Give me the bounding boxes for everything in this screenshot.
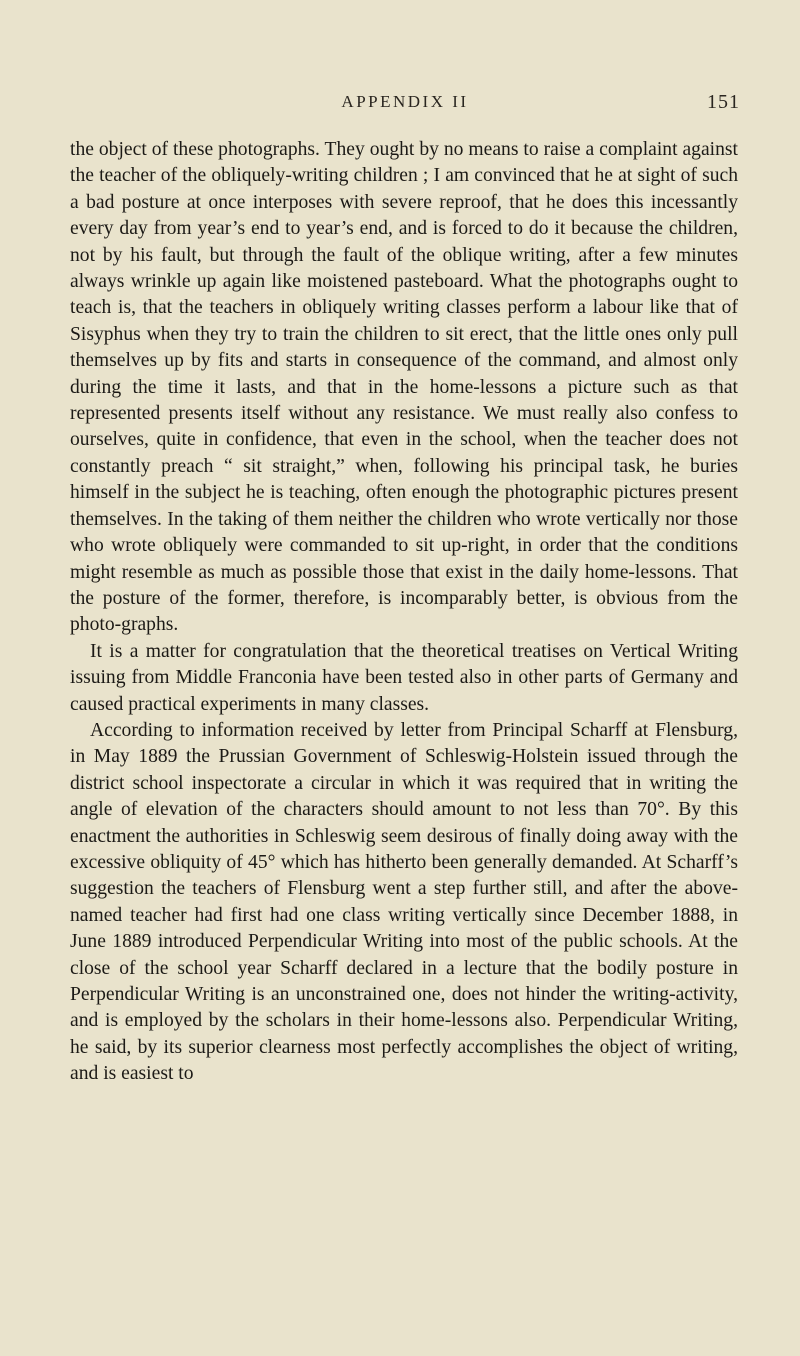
paragraph-flensburg: According to information received by letter from Principal Scharff at Flensburg, in May 1889 the Prussian Government of Schleswig-Holstein issued through the district school inspectorate a circular in which it was required that in writing the angle of elevation of the characters should amount to not less than 70°. By this enactment the authorities in Schleswig seem desirous of finally doing away with the excessive obliquity of 45° which has hitherto been generally demanded. At Scharff’s suggestion the teachers of Flensburg went a step further still, and after the above-named teacher had first had one class writing vertically since December 1888, in June 1889 introduced Perpendicular Writing into most of the public schools. At the close of the school year Scharff declared in a lecture that the bodily posture in Perpendicular Writing is an unconstrained one, does not hinder the writing-activity, and is employed by the scholars in their home-lessons also. Perpendicular Writing, he said, by its superior clearness most perfectly accomplishes the object of writing, and is easiest to [70, 719, 738, 1085]
running-title: APPENDIX II [341, 92, 469, 111]
paragraph-congratulation: It is a matter for congratulation that the theoretical treatises on Vertical Writing issuing from Middle Franconia have been tested also in other parts of Germany and caused practical experiments in many classes. [70, 640, 738, 715]
page-number: 151 [707, 91, 740, 113]
paragraph-continued: the object of these photographs. They ought by no means to raise a complaint against the teacher of the obliquely-writing children ; I am convinced that he at sight of such a bad posture at once interposes with severe reproof, that he does this incessantly every day from year’s end to year’s end, and is forced to do it because the children, not by his fault, but through the fault of the oblique writing, after a few minutes always wrinkle up again like moistened pasteboard. What the photographs ought to teach is, that the teachers in obliquely writing classes perform a labour like that of Sisyphus when they try to train the children to sit erect, that the little ones only pull themselves up by fits and starts in consequence of the command, and almost only during the time it lasts, and that in the home-lessons a picture such as that represented presents itself without any resistance. We must really also confess to ourselves, quite in confidence, that even in the school, when the teacher does not constantly preach “ sit straight,” when, following his principal task, he buries himself in the subject he is teaching, often enough the photographic pictures present themselves. In the taking of them neither the children who wrote vertically nor those who wrote obliquely were commanded to sit up-right, in order that the conditions might resemble as much as possible those that exist in the daily home-lessons. That the posture of the former, therefore, is incomparably better, is obvious from the photo-graphs. [70, 139, 738, 636]
body-text [70, 137, 738, 1088]
running-header [70, 92, 740, 122]
